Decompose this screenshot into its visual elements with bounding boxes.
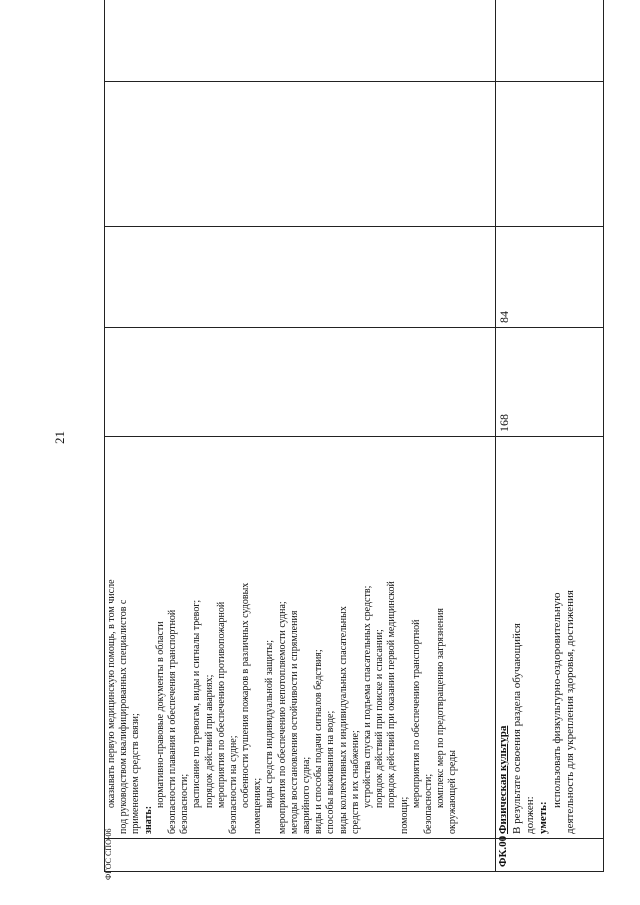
footer-standard-code: ФГОС СПО-06 [104,828,113,880]
description-line: виды коллективных и индивидуальных спасательных [337,606,349,834]
row2-description-cell [496,437,604,839]
row1-description-cell [105,437,496,839]
description-line: помощи; [398,796,410,834]
description-line: средств и их снабжение; [349,730,361,834]
description-line: окружающей среды [447,750,459,834]
description-line: комплекс мер по предотвращению загрязнения [435,607,447,808]
table-row [105,0,496,872]
description-line: порядок действий при оказании первой медицинской [386,581,398,808]
description-line: безопасности; [422,773,434,834]
description-line: применением средств связи; [130,713,142,834]
row1-index-cell [105,0,496,82]
table-row [496,0,604,872]
row2-required-load-cell: 84 [496,227,604,328]
description-line: нормативно-правовые документы в области [154,621,166,808]
description-line: знать: [142,805,154,834]
description-line: уметь: [537,801,550,834]
description-line: устройства спуска и подъема спасательных средств; [361,585,373,808]
row2-discipline-cell [496,82,604,227]
description-line: особенности тушения пожаров в различных судовых [240,582,252,808]
description-line: способы выживания на воде; [325,710,337,834]
description-line: мероприятия по обеспечению транспортной [410,619,422,808]
description-line: оказывать первую медицинскую помощь, в том числе [106,579,117,808]
description-line: расписание по тревогам, виды и сигналы тревог; [191,599,203,808]
description-line: мероприятия по обеспечению противопожарной [215,601,227,808]
row1-description-lines [106,441,459,834]
description-line: В результате освоения раздела обучающийся [510,623,523,834]
section-title: Физическая культура [497,725,510,834]
description-line: порядок действий при авариях; [203,674,215,808]
description-line: мероприятия по обеспечению непотопляемости судна; [276,601,288,834]
description-line: виды средств индивидуальной защиты; [264,639,276,808]
row1-required-load-cell [105,227,496,328]
row2-code-cell: ФК.00 [496,839,604,872]
description-line: должен: [524,796,537,834]
description-line: порядок действий при поиске и спасании; [374,629,386,808]
description-line: методы восстановления остойчивости и спрямления [288,610,300,834]
description-line: использовать физкультурно-оздоровительную [550,592,563,808]
description-line: аварийного судна; [301,756,312,834]
description-line: деятельность для укрепления здоровья, достижения [564,590,577,834]
description-line: виды и способы подачи сигналов бедствия; [313,649,325,834]
description-line: безопасности; [179,773,191,834]
page-number: 21 [52,431,67,444]
row1-code-cell [105,839,496,872]
row2-description-lines [511,441,578,834]
description-line: безопасности на судне; [227,735,239,834]
description-line: под руководством квалифицированных специалистов с [118,599,130,834]
row2-max-load-cell: 168 [496,328,604,437]
description-line: помещениях; [252,777,264,834]
curriculum-table [104,32,604,872]
row1-discipline-cell [105,82,496,227]
row2-index-cell [496,0,604,82]
description-line: безопасности плавания и обеспечения транспортной [166,609,178,834]
row1-max-load-cell [105,328,496,437]
